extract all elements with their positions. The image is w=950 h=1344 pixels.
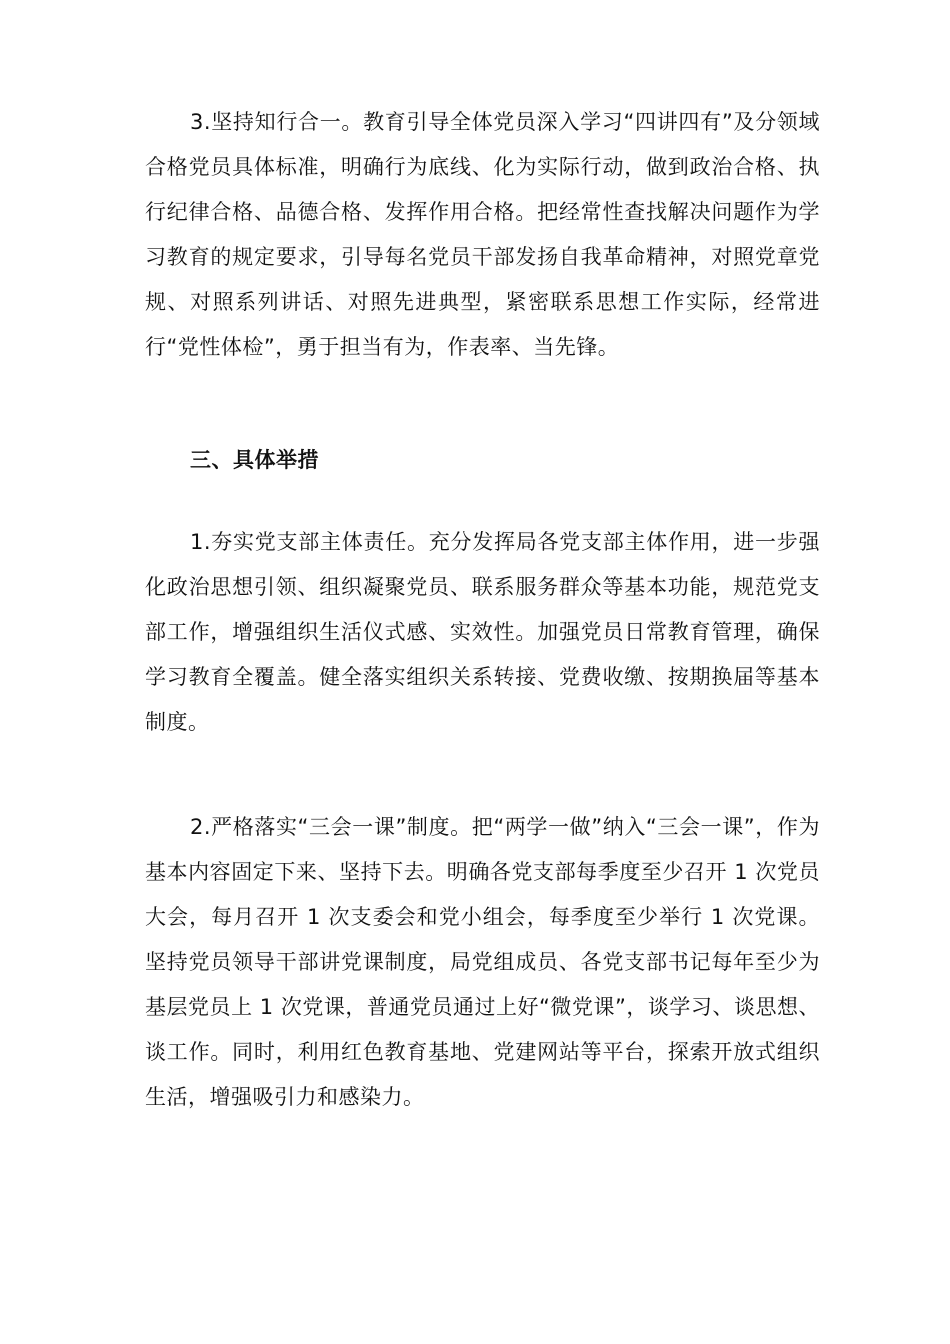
paragraph-knowledge-action — [145, 100, 820, 370]
paragraph-text: 1.夯实党支部主体责任。充分发挥局各党支部主体作用，进一步强化政治思想引领、组织凝聚党员、联系服务群众等基本功能，规范党支部工作，增强组织生活仪式感、实效性。加强党员日常教育管理，确保学习教育全覆盖。健全落实组织关系转接、党费收缴、按期换届等基本制度。 — [145, 530, 820, 734]
paragraph-text: 2.严格落实“三会一课”制度。把“两学一做”纳入“三会一课”，作为基本内容固定下来、坚持下去。明确各党支部每季度至少召开 1 次党员大会，每月召开 1 次支委会和党小组会，每季度至少举行 1 次党课。坚持党员领导干部讲党课制度，局党组成员、各党支部书记每年至少为基层党员上 1 次党课，普通党员通过上好“微党课”，谈学习、谈思想、谈工作。同时，利用红色教育基地、党建网站等平台，探索开放式组织生活，增强吸引力和感染力。 — [145, 815, 820, 1109]
paragraph-text: 3.坚持知行合一。教育引导全体党员深入学习“四讲四有”及分领域合格党员具体标准，明确行为底线、化为实际行动，做到政治合格、执行纪律合格、品德合格、发挥作用合格。把经常性查找解决问题作为学习教育的规定要求，引导每名党员干部发扬自我革命精神，对照党章党规、对照系列讲话、对照先进典型，紧密联系思想工作实际，经常进行“党性体检”，勇于担当有为，作表率、当先锋。 — [145, 110, 820, 359]
paragraph-three-meetings — [145, 805, 820, 1120]
section-heading: 三、具体举措 — [190, 448, 319, 472]
paragraph-branch-responsibility — [145, 520, 820, 745]
